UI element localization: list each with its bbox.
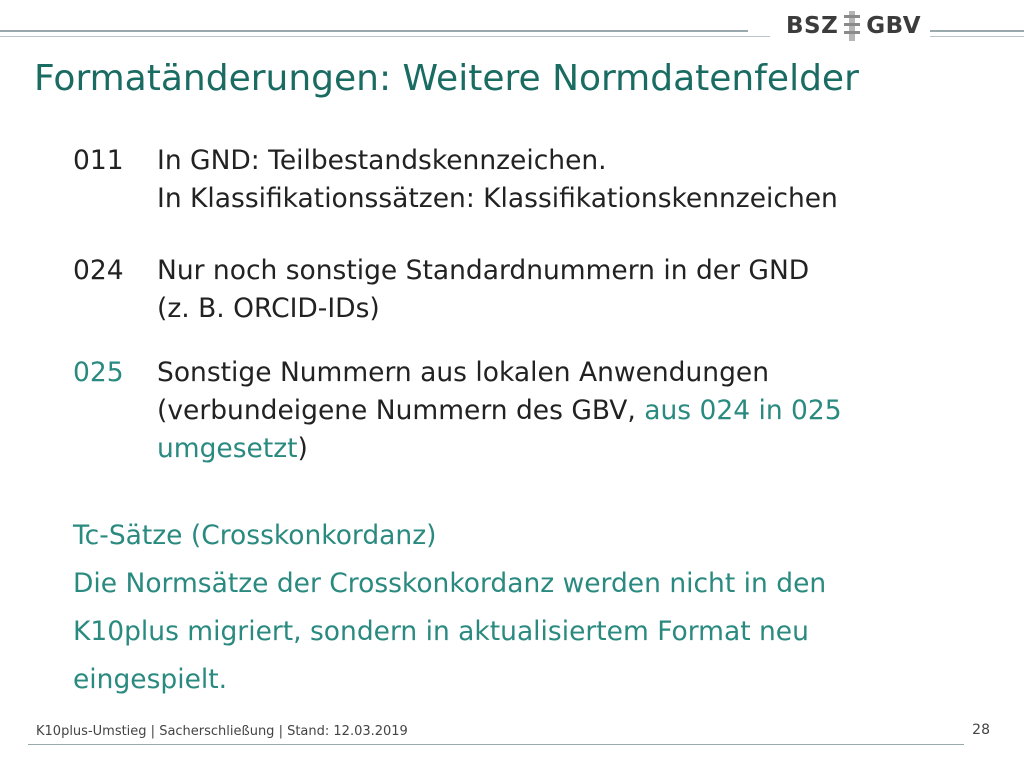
entry-line-suffix: )	[297, 433, 308, 464]
header-rule-left	[0, 30, 748, 32]
entry-line: (z. B. ORCID-IDs)	[157, 293, 380, 324]
header-rule-left-thin	[0, 36, 770, 37]
logo-gbv: GBV	[866, 13, 922, 39]
entry-number: 011	[73, 145, 124, 176]
entry-highlight: umgesetzt	[157, 433, 298, 464]
footer-rule	[28, 744, 964, 745]
tc-line: eingespielt.	[73, 664, 228, 695]
entry-line: In GND: Teilbestandskennzeichen.	[157, 145, 607, 176]
bsz-gbv-logo	[786, 10, 921, 42]
entry-line: Nur noch sonstige Standardnummern in der GND	[157, 255, 810, 286]
page-number: 28	[972, 722, 990, 738]
tc-line: K10plus migriert, sondern in aktualisiertem Format neu	[73, 616, 809, 647]
entry-line	[157, 430, 842, 468]
entry-number: 024	[73, 255, 124, 286]
tc-line: Die Normsätze der Crosskonkordanz werden nicht in den	[73, 568, 827, 599]
entry-line: In Klassifikationssätzen: Klassifikationskennzeichen	[157, 183, 838, 214]
entry-line: Sonstige Nummern aus lokalen Anwendungen	[157, 357, 770, 388]
tc-heading: Tc-Sätze (Crosskonkordanz)	[73, 520, 437, 551]
entry-text	[157, 354, 842, 468]
logo-bsz: BSZ	[786, 13, 839, 39]
entry-025	[73, 354, 842, 464]
entry-024	[73, 252, 810, 324]
entry-text	[157, 142, 838, 218]
logo-mark-icon	[844, 11, 860, 41]
footer-text: K10plus-Umstieg | Sacherschließung | Stand: 12.03.2019	[36, 724, 408, 739]
tc-section	[73, 512, 826, 704]
entry-highlight: aus 024 in 025	[644, 395, 842, 426]
header-rule-right	[930, 30, 1024, 32]
entry-number: 025	[73, 357, 124, 388]
entry-line	[157, 392, 842, 430]
entry-text	[157, 252, 809, 328]
slide-title: Formatänderungen: Weitere Normdatenfelder	[34, 58, 859, 99]
entry-line-prefix: (verbundeigene Nummern des GBV,	[157, 395, 645, 426]
header-rule-right-thin	[930, 36, 1024, 37]
entry-011	[73, 142, 838, 214]
